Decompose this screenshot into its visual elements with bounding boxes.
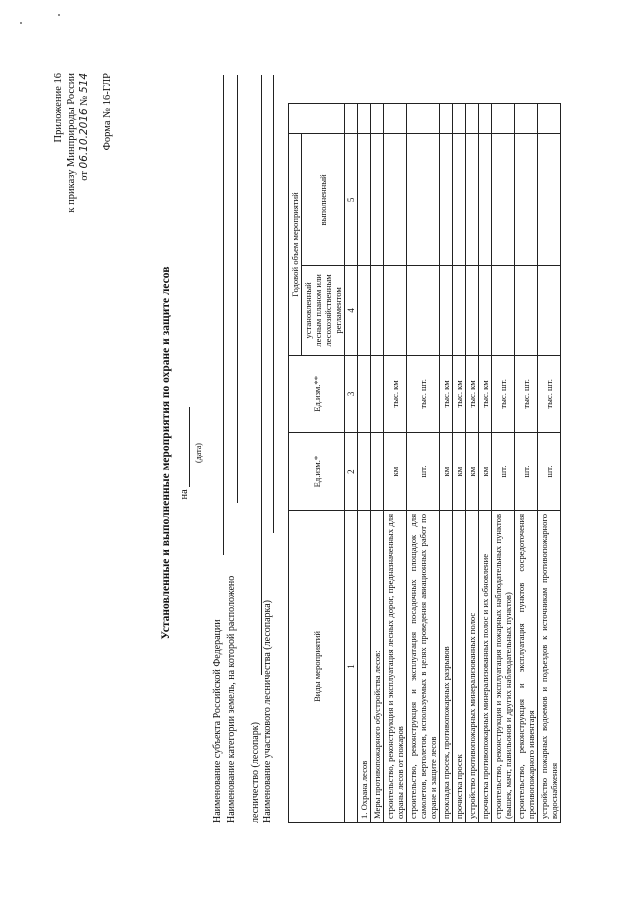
activity-extra (492, 103, 515, 133)
activity-unit (371, 432, 384, 510)
col-group-header: Годовой объем мероприятий (289, 133, 302, 354)
table-row (407, 103, 440, 822)
land-category-underline (226, 75, 238, 503)
table-row (384, 103, 407, 822)
activity-unit2: тыс. шт. (515, 355, 538, 433)
appendix-block (52, 73, 91, 323)
activities-table (288, 103, 561, 823)
activity-extra (384, 103, 407, 133)
order-date-prefix: от (79, 170, 90, 181)
section-row (358, 103, 371, 822)
activity-done (384, 133, 407, 265)
activity-name: устройство противопожарных минерализованных полос (466, 510, 479, 822)
activity-name: прочистка просек (453, 510, 466, 822)
activity-unit: км (440, 432, 453, 510)
forestry-underline (250, 75, 262, 675)
table-header-row (289, 103, 302, 822)
activity-unit: шт. (515, 432, 538, 510)
land-category-label: Наименование категории земель, на которой расположено (226, 575, 237, 823)
activity-plan (440, 265, 453, 354)
activity-plan (407, 265, 440, 354)
empty-cell (358, 265, 371, 354)
empty-cell (358, 133, 371, 265)
col-number-empty (345, 103, 358, 133)
activity-plan (492, 265, 515, 354)
activity-done (440, 133, 453, 265)
date-line (178, 323, 190, 583)
appendix-number: Приложение 16 (53, 72, 64, 142)
table-row (479, 103, 492, 822)
col-number: 1 (345, 510, 358, 822)
table-row (371, 103, 384, 822)
activity-name: прокладка просек, противопожарных разрывов (440, 510, 453, 822)
activity-done (479, 133, 492, 265)
district-underline (262, 75, 274, 533)
district-field (262, 63, 274, 823)
empty-cell (358, 103, 371, 133)
col-number: 4 (345, 265, 358, 354)
activity-unit: км (453, 432, 466, 510)
col-unit2-header: Ед.изм.** (289, 355, 345, 433)
activity-plan (453, 265, 466, 354)
scan-speck (20, 22, 22, 24)
activity-extra (371, 103, 384, 133)
activity-unit2: тыс. км (479, 355, 492, 433)
activity-extra (515, 103, 538, 133)
table-row (538, 103, 561, 822)
activity-done (492, 133, 515, 265)
order-line: к приказу Минприроды России (66, 72, 77, 213)
document-sheet (40, 23, 600, 883)
col-plan-header: установленный лесным планом или лесохозяйственным регламентом (302, 265, 345, 354)
date-caption: (дата) (194, 442, 203, 463)
subject-underline (212, 75, 224, 555)
activity-done (407, 133, 440, 265)
section-title: 1. Охрана лесов (358, 510, 371, 822)
activity-plan (384, 265, 407, 354)
activity-extra (538, 103, 561, 133)
activity-name: Меры противопожарного обустройства лесов: (371, 510, 384, 822)
activity-unit: км (479, 432, 492, 510)
forestry-field (250, 63, 262, 823)
date-blank (178, 406, 190, 486)
activity-unit: шт. (407, 432, 440, 510)
activity-name: строительство, реконструкция и эксплуатация пунктов сосредоточения противопожарного инвентаря (515, 510, 538, 822)
forestry-label: лесничество (лесопарк) (250, 721, 261, 823)
column-numbers-row (345, 103, 358, 822)
activity-done (371, 133, 384, 265)
land-category-field (226, 63, 238, 823)
activity-unit: км (384, 432, 407, 510)
scan-speck (58, 14, 60, 16)
activity-plan (371, 265, 384, 354)
order-number: 514 (78, 72, 90, 93)
subject-field (212, 63, 224, 823)
activity-unit2: тыс. шт. (492, 355, 515, 433)
activity-extra (407, 103, 440, 133)
activity-plan (515, 265, 538, 354)
order-date: 06.10.2016 (78, 107, 90, 168)
activity-unit2: тыс. км (384, 355, 407, 433)
order-date-line (78, 73, 91, 323)
table-row (453, 103, 466, 822)
activity-name: строительство, реконструкция и эксплуатация пожарных наблюдательных пунктов (вышек, мачт, павильонов и других наблюдательных пунктов) (492, 510, 515, 822)
activity-name: строительство, реконструкция и эксплуатация посадочных площадок для самолетов, вертолетов, используемых в целях проведения авиационных работ по охране и защите лесов (407, 510, 440, 822)
table-row (492, 103, 515, 822)
activity-plan (538, 265, 561, 354)
activity-extra (479, 103, 492, 133)
col-number: 5 (345, 133, 358, 265)
activity-plan (479, 265, 492, 354)
district-label: Наименование участкового лесничества (лесопарка) (262, 599, 273, 823)
activity-unit2: тыс. шт. (538, 355, 561, 433)
activity-extra (453, 103, 466, 133)
col-number: 2 (345, 432, 358, 510)
activity-name: устройство пожарных водоемов и подъездов к источникам противопожарного водоснабжения (538, 510, 561, 822)
date-prefix: на (179, 488, 190, 499)
activity-unit: шт. (492, 432, 515, 510)
activity-done (453, 133, 466, 265)
col-done-header: выполненный (302, 133, 345, 265)
activity-plan (466, 265, 479, 354)
activity-unit2: тыс. шт. (407, 355, 440, 433)
activity-name: прочистка противопожарных минерализованных полос и их обновление (479, 510, 492, 822)
col-extra-header (289, 103, 345, 133)
document-title: Установленные и выполненные мероприятия по охране и защите лесов (160, 266, 172, 639)
empty-cell (358, 355, 371, 433)
activity-unit: шт. (538, 432, 561, 510)
rotated-page (40, 23, 600, 883)
table-row (466, 103, 479, 822)
table-row (515, 103, 538, 822)
table-row (440, 103, 453, 822)
activity-extra (466, 103, 479, 133)
col-name-header: Виды мероприятий (289, 510, 345, 822)
activity-unit2 (371, 355, 384, 433)
activity-unit2: тыс. км (440, 355, 453, 433)
col-number: 3 (345, 355, 358, 433)
order-number-prefix: № (79, 95, 90, 106)
activity-done (515, 133, 538, 265)
subject-label: Наименование субъекта Российской Федерации (212, 618, 223, 823)
activity-done (538, 133, 561, 265)
form-name: Форма № 16-ГЛР (102, 72, 113, 150)
empty-cell (358, 432, 371, 510)
activity-done (466, 133, 479, 265)
activity-unit2: тыс. км (466, 355, 479, 433)
activity-extra (440, 103, 453, 133)
activity-unit2: тыс. км (453, 355, 466, 433)
activity-unit: км (466, 432, 479, 510)
activity-name: строительство, реконструкция и эксплуатация лесных дорог, предназначенных для охраны лесов от пожаров (384, 510, 407, 822)
col-unit-header: Ед.изм.* (289, 432, 345, 510)
